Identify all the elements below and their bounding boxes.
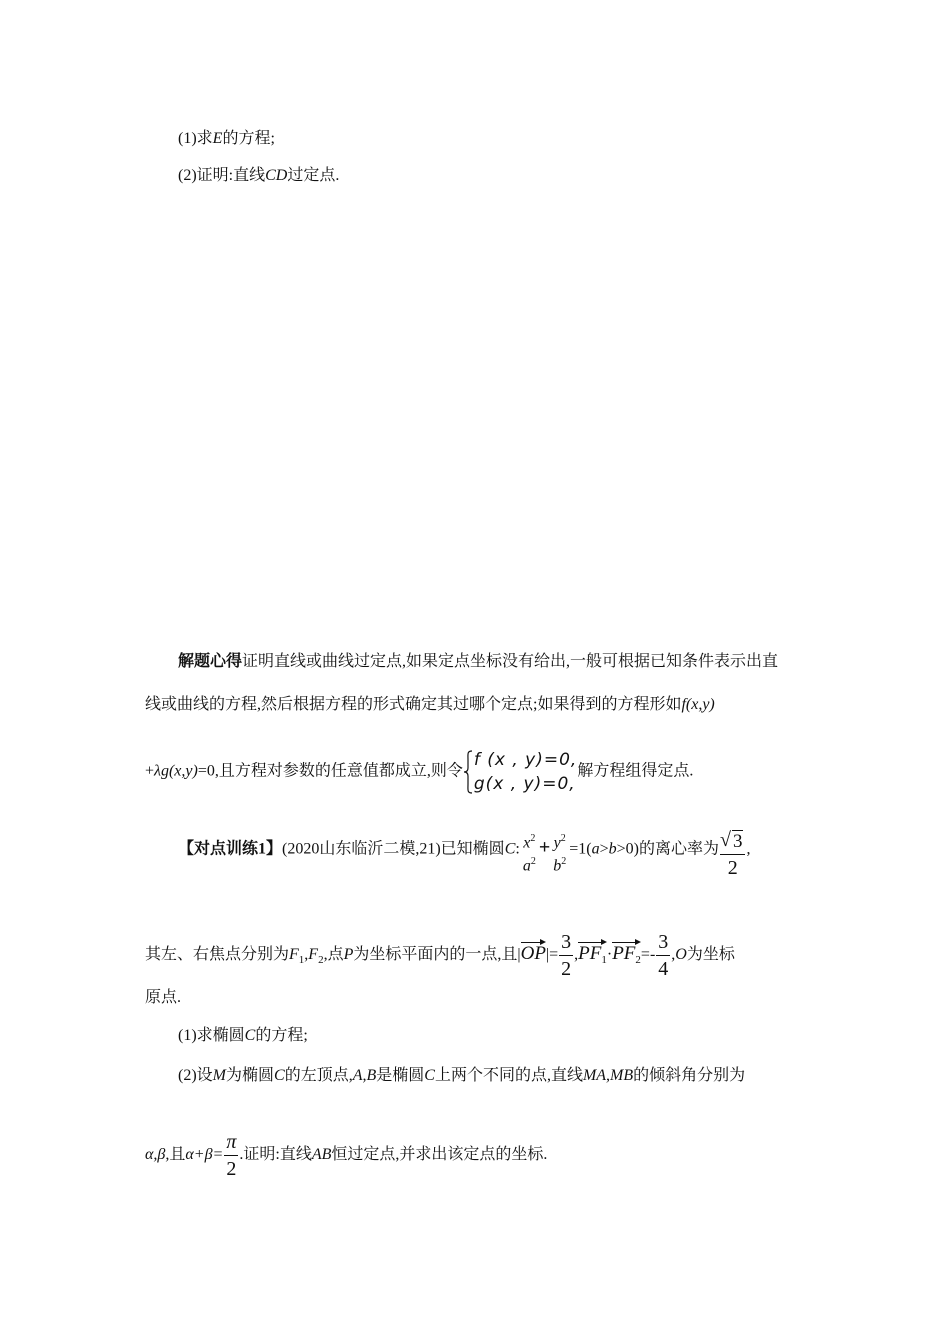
equation-system: [463, 748, 577, 796]
insight-line-2: 线或曲线的方程,然后根据方程的形式确定其过哪个定点;如果得到的方程形如f(x,y): [145, 696, 715, 713]
fraction-y2-b2: $y^2$ $b^2$: [553, 832, 567, 875]
exercise-question-2-cont: α,β,且α+β= $\frac{\pi}{2}$ .证明:直线AB恒过定点,并求出该定点的坐标.: [145, 1131, 548, 1180]
vector-op: OP: [521, 938, 546, 964]
system-row-2: g(x , y)=0,: [473, 774, 576, 794]
insight-heading: 解题心得: [178, 653, 243, 670]
fraction-x2-a2: $x^2$ $a^2$: [522, 832, 536, 875]
exercise-line-3: 原点.: [145, 989, 182, 1006]
problem-part-1: (1)求E的方程;: [178, 130, 275, 147]
exercise-tag: 【对点训练1】: [178, 840, 283, 858]
exercise-question-2: (2)设M为椭圆C的左顶点,A,B是椭圆C上两个不同的点,直线MA,MB的倾斜角分别为: [178, 1067, 746, 1084]
insight-line-3: +λg(x,y)=0,且方程对参数的任意值都成立,则令 f (x , y)=0, g(x , y)=0, 解方程组得定点.: [145, 750, 694, 794]
insight-line-1: 解题心得证明直线或曲线过定点,如果定点坐标没有给出,一般可根据已知条件表示出直: [178, 653, 779, 670]
fraction-pi-2: $\frac{\pi}{2}$: [226, 1131, 237, 1180]
vector-pf2: $PF_2$: [612, 938, 641, 970]
problem-part-2: (2)证明:直线CD过定点.: [178, 167, 340, 184]
exercise-question-1: (1)求椭圆C的方程;: [178, 1027, 308, 1044]
sqrt-symbol: √ 3: [722, 832, 744, 851]
exercise-line-1: 【对点训练1】(2020山东临沂二模,21)已知椭圆C: $x^2$ $a^2$ + $y^2$ $b^2$ =1(a>b>0)的离心率为 √ $\frac{3}{2}$ ,: [178, 822, 750, 878]
fraction-3-2: $\frac{3}{2}$: [561, 931, 572, 980]
eccentricity-fraction: √ $\frac{3}{2}$: [720, 832, 746, 878]
system-row-1: f (x , y)=0,: [473, 750, 578, 770]
fraction-3-4: $\frac{3}{4}$: [658, 931, 669, 980]
vector-pf1: $PF_1$: [578, 938, 607, 970]
left-brace: [463, 750, 473, 794]
exercise-line-2: 其左、右焦点分别为$F_1,F_2$,点P为坐标平面内的一点,且|OP|= $\frac{3}{2}$ $,PF_1\cdot PF_2=-$ $\frac{3}{4}$ ,O为坐标: [145, 931, 735, 980]
